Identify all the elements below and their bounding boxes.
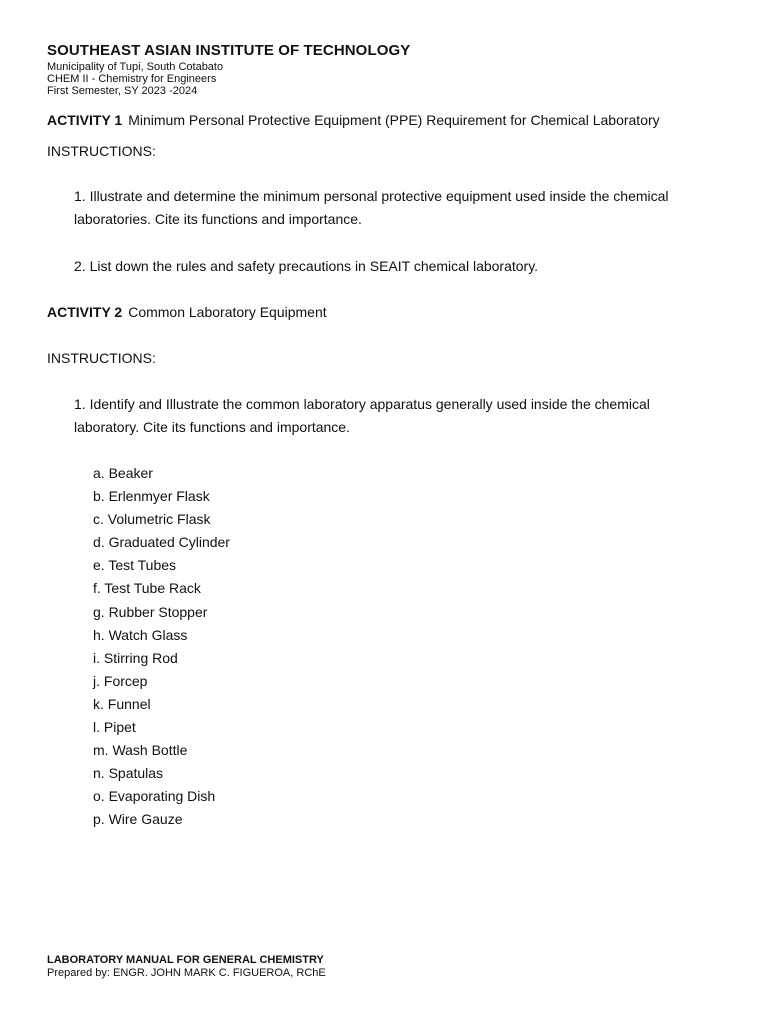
list-item: f. Test Tube Rack (93, 580, 201, 597)
list-item: g. Rubber Stopper (93, 603, 208, 620)
institution-title: SOUTHEAST ASIAN INSTITUTE OF TECHNOLOGY (47, 42, 411, 59)
list-item: o. Evaporating Dish (93, 788, 216, 805)
list-item: b. Erlenmyer Flask (93, 488, 210, 505)
activity1-instructions-label: INSTRUCTIONS: (47, 143, 156, 159)
footer-title: LABORATORY MANUAL FOR GENERAL CHEMISTRY (47, 954, 324, 966)
list-item: e. Test Tubes (93, 557, 177, 574)
semester-line: First Semester, SY 2023 -2024 (47, 85, 198, 97)
list-item: a. Beaker (93, 465, 153, 481)
activity2-label: ACTIVITY 2 (47, 304, 123, 320)
list-item: p. Wire Gauze (93, 811, 183, 828)
activity1-instruction-2: 2. List down the rules and safety precautions in SEAIT chemical laboratory. (74, 258, 539, 274)
apparatus-list (93, 462, 230, 832)
list-item: m. Wash Bottle (93, 742, 188, 759)
activity1-instruction-1: 1. Illustrate and determine the minimum personal protective equipment used inside the chemical laboratories. Cite its functions and importance. (74, 188, 669, 227)
list-item: n. Spatulas (93, 765, 164, 782)
activity2-instruction-1: 1. Identify and Illustrate the common laboratory apparatus generally used inside the chemical laboratory. Cite its functions and importance. (74, 396, 650, 435)
location-line: Municipality of Tupi, South Cotabato (47, 61, 224, 73)
list-item: j. Forcep (93, 672, 148, 689)
activity1-label: ACTIVITY 1 (47, 112, 123, 128)
activity1-title: Minimum Personal Protective Equipment (PPE) Requirement for Chemical Laboratory (128, 112, 660, 128)
list-item: i. Stirring Rod (93, 649, 178, 666)
course-line: CHEM II - Chemistry for Engineers (47, 73, 217, 85)
activity2-heading (47, 304, 327, 320)
list-item: c. Volumetric Flask (93, 511, 211, 528)
list-item: h. Watch Glass (93, 626, 188, 643)
footer-prepared-by: Prepared by: ENGR. JOHN MARK C. FIGUEROA, RChE (47, 967, 326, 979)
list-item: d. Graduated Cylinder (93, 534, 230, 551)
list-item: l. Pipet (93, 719, 136, 736)
list-item: k. Funnel (93, 695, 151, 712)
activity2-instructions-label: INSTRUCTIONS: (47, 350, 156, 366)
activity2-title: Common Laboratory Equipment (128, 304, 327, 320)
activity1-heading (47, 112, 660, 128)
